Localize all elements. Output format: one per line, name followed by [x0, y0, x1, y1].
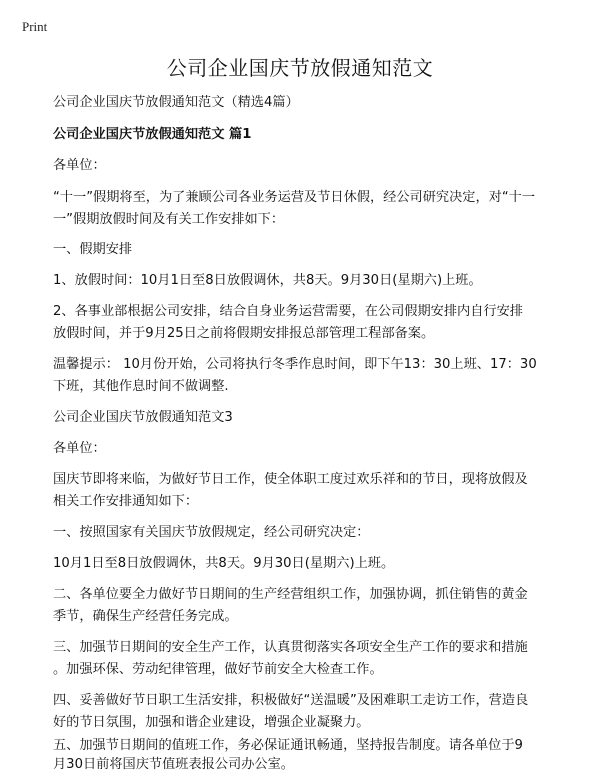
paragraph-line: 下班，其他作息时间不做调整. — [53, 379, 229, 394]
paragraph-subtitle: 公司企业国庆节放假通知范文（精选4篇） — [53, 95, 299, 110]
paragraph-line: 国庆节即将来临，为做好节日工作，使全体职工度过欢乐祥和的节日，现将放假及 — [53, 472, 528, 487]
paragraph-heading: 公司企业国庆节放假通知范文3 — [53, 410, 233, 425]
paragraph-line: 1、放假时间：10月1日至8日放假调休，共8天。9月30日(星期六)上班。 — [53, 273, 482, 288]
paragraph-salutation: 各单位： — [53, 158, 106, 173]
paragraph-line: “十一”假期将至，为了兼顾公司各业务运营及节日休假，经公司研究决定，对“十一 — [53, 190, 536, 205]
paragraph-line: 四、妥善做好节日职工生活安排，积极做好“送温暖”及困难职工走访工作，营造良 — [53, 693, 529, 708]
paragraph-heading: 一、假期安排 — [53, 242, 133, 257]
paragraph-line: 。加强环保、劳动纪律管理，做好节前安全大检查工作。 — [53, 662, 383, 677]
paragraph-line: 10月1日至8日放假调休，共8天。9月30日(星期六)上班。 — [53, 556, 395, 571]
paragraph-line: 三、加强节日期间的安全生产工作，认真贯彻落实各项安全生产工作的要求和措施 — [53, 640, 528, 655]
paragraph-line: 温馨提示： 10月份开始，公司将执行冬季作息时间，即下午13：30上班、17：30 — [53, 357, 537, 372]
paragraph-line: 2、各事业部根据公司安排，结合自身业务运营需要，在公司假期安排内自行安排 — [53, 304, 523, 319]
print-label: Print — [22, 19, 48, 34]
paragraph-line: 二、各单位要全力做好节日期间的生产经营组织工作，加强协调，抓住销售的黄金 — [53, 587, 528, 602]
paragraph-line: 相关工作安排通知如下： — [53, 494, 199, 509]
paragraph-line: 月30日前将国庆节值班表报公司办公室。 — [53, 757, 294, 772]
paragraph-line: 季节，确保生产经营任务完成。 — [53, 609, 238, 624]
paragraph-line: 一”假期放假时间及有关工作安排如下： — [53, 212, 285, 227]
section-heading-1: 公司企业国庆节放假通知范文 篇1 — [53, 127, 252, 142]
paragraph-line: 放假时间，并于9月25日之前将假期安排报总部管理工程部备案。 — [53, 326, 435, 341]
paragraph-line: 一、按照国家有关国庆节放假规定，经公司研究决定： — [53, 525, 370, 540]
paragraph-line: 好的节日氛围，加强和谐企业建设，增强企业凝聚力。 — [53, 715, 370, 730]
paragraph-line: 五、加强节日期间的值班工作，务必保证通讯畅通，坚持报告制度。请各单位于9 — [53, 738, 523, 753]
document-title: 公司企业国庆节放假通知范文 — [166, 56, 434, 80]
paragraph-salutation: 各单位： — [53, 441, 106, 456]
